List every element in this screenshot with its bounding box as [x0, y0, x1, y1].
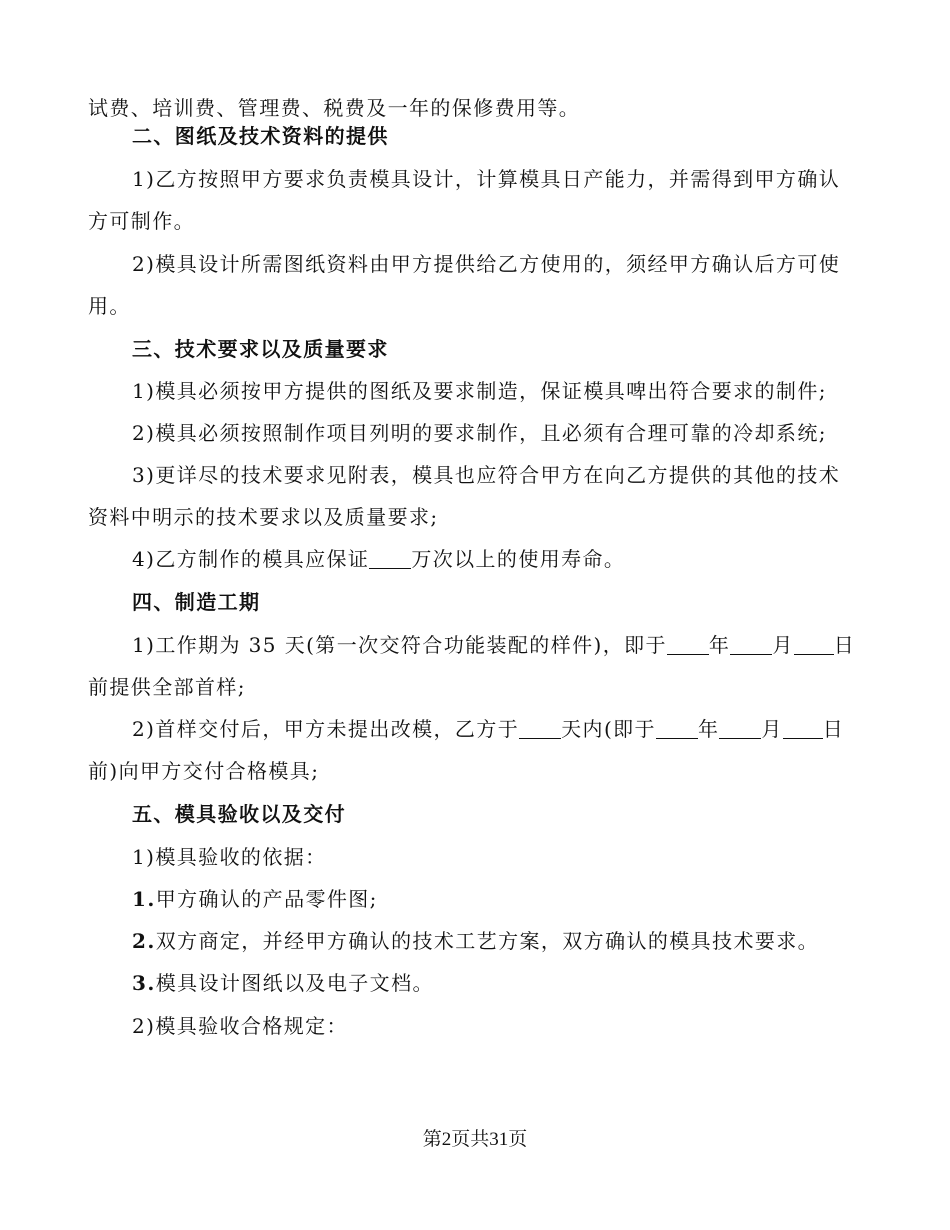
- paragraph-line: 1)模具必须按甲方提供的图纸及要求制造，保证模具啤出符合要求的制件;: [132, 379, 827, 403]
- section-heading-2: 二、图纸及技术资料的提供: [132, 124, 389, 148]
- paragraph-line: 1)乙方按照甲方要求负责模具设计，计算模具日产能力，并需得到甲方确认: [132, 167, 841, 191]
- numbered-item: 3.模具设计图纸以及电子文档。: [132, 971, 434, 995]
- paragraph-line: 4)乙方制作的模具应保证 万次以上的使用寿命。: [132, 547, 626, 571]
- paragraph-line: 2)模具验收合格规定：: [132, 1014, 348, 1038]
- paragraph-line: 1)模具验收的依据：: [132, 845, 327, 869]
- numbered-item: 1.甲方确认的产品零件图;: [132, 887, 378, 911]
- blank-field: [783, 718, 823, 739]
- paragraph-line: 2)首样交付后，甲方未提出改模，乙方于 天内(即于 年 月 日: [132, 717, 845, 741]
- paragraph-line: 试费、培训费、管理费、税费及一年的保修费用等。: [88, 96, 581, 120]
- section-heading-5: 五、模具验收以及交付: [132, 802, 346, 826]
- blank-field: [667, 634, 709, 655]
- paragraph-line: 3)更详尽的技术要求见附表，模具也应符合甲方在向乙方提供的其他的技术: [132, 463, 841, 487]
- paragraph-line: 前提供全部首样;: [88, 675, 246, 699]
- blank-field: [656, 718, 698, 739]
- blank-field: [369, 548, 411, 569]
- section-heading-3: 三、技术要求以及质量要求: [132, 337, 389, 361]
- page-number-footer: 第2页共31页: [422, 1129, 528, 1150]
- paragraph-line: 2)模具必须按照制作项目列明的要求制作，且必须有合理可靠的冷却系统;: [132, 421, 827, 445]
- blank-field: [794, 634, 834, 655]
- paragraph-line: 1)工作期为 35 天(第一次交符合功能装配的样件)，即于 年 月 日: [132, 633, 856, 657]
- numbered-item: 2.双方商定，并经甲方确认的技术工艺方案，双方确认的模具技术要求。: [132, 929, 820, 953]
- section-heading-4: 四、制造工期: [132, 590, 261, 614]
- paragraph-line: 2)模具设计所需图纸资料由甲方提供给乙方使用的，须经甲方确认后方可使: [132, 252, 841, 276]
- blank-field: [730, 634, 772, 655]
- blank-field: [519, 718, 561, 739]
- paragraph-line: 方可制作。: [88, 209, 195, 233]
- paragraph-line: 资料中明示的技术要求以及质量要求;: [88, 505, 439, 529]
- paragraph-line: 用。: [88, 294, 131, 318]
- paragraph-line: 前)向甲方交付合格模具;: [88, 759, 320, 783]
- blank-field: [719, 718, 761, 739]
